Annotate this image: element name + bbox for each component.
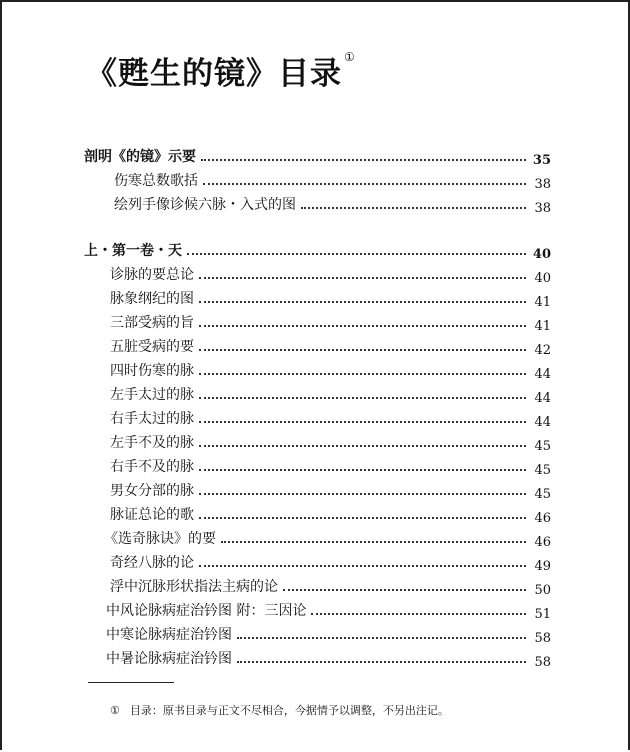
toc-entry[interactable] [0,193,630,215]
toc-entry-page: 45 [534,438,551,454]
toc-entry-label: 五脏受病的要 [110,339,194,355]
footnote-text: 目录：原书目录与正文不尽相合，今据情予以调整，不另出注记。 [129,704,449,717]
toc-entry-page: 51 [534,606,551,622]
toc-entry-label: 浮中沉脉形状指法主病的论 [110,579,278,595]
toc-entry-page: 41 [534,318,551,334]
leader-dots [199,565,526,567]
leader-dots [237,637,526,639]
toc-entry-label: 左手不及的脉 [110,435,194,451]
toc-entry-label: 右手太过的脉 [110,411,194,427]
leader-dots [237,661,526,663]
toc-entry[interactable] [0,145,630,167]
leader-dots [199,397,526,399]
toc-entry-label: 男女分部的脉 [110,483,194,499]
toc-entry[interactable] [0,503,630,525]
toc-entry[interactable] [0,479,630,501]
toc-entry-label: 左手太过的脉 [110,387,194,403]
toc-entry-label: 诊脉的要总论 [110,267,194,283]
toc-entry[interactable] [0,551,630,573]
leader-dots [199,421,526,423]
toc-entry-label: 上・第一卷・天 [84,243,182,259]
leader-dots [199,301,526,303]
leader-dots [199,277,526,279]
leader-dots [199,373,526,375]
toc-entry[interactable] [0,359,630,381]
leader-dots [201,159,526,161]
toc-entry-label: 剖明《的镜》示要 [84,149,196,165]
toc-entry-page: 44 [534,366,551,382]
toc-entry[interactable] [0,407,630,429]
toc-entry[interactable] [0,527,630,549]
toc-entry-page: 35 [532,152,551,168]
toc-entry-label: 中寒论脉病症治钤图 [106,627,232,643]
toc-entry[interactable] [0,311,630,333]
toc-entry[interactable] [0,575,630,597]
toc-entry-page: 44 [534,390,551,406]
leader-dots [203,183,526,185]
toc-entry-label: 三部受病的旨 [110,315,194,331]
toc-entry[interactable] [0,647,630,669]
toc-entry-page: 45 [534,462,551,478]
leader-dots [199,517,526,519]
toc-entry-label: 中暑论脉病症治钤图 [106,651,232,667]
toc-entry-label: 四时伤寒的脉 [110,363,194,379]
toc-entry[interactable] [0,239,630,261]
toc-entry[interactable] [0,263,630,285]
leader-dots [311,613,526,615]
toc-entry-label: 脉证总论的歌 [110,507,194,523]
leader-dots [301,207,526,209]
toc-entry-label: 右手不及的脉 [110,459,194,475]
toc-entry[interactable] [0,431,630,453]
toc-entry-page: 44 [534,414,551,430]
toc-entry[interactable] [0,383,630,405]
title-text: 《甦生的镜》目录 [86,56,342,92]
toc-entry-label: 《选奇脉诀》的要 [104,531,216,547]
toc-entry-page: 50 [534,582,551,598]
leader-dots [199,493,526,495]
toc-entry[interactable] [0,335,630,357]
toc-entry-page: 46 [534,510,551,526]
toc-entry[interactable] [0,287,630,309]
toc-entry-page: 45 [534,486,551,502]
toc-entry-page: 40 [534,270,551,286]
toc-entry-page: 46 [534,534,551,550]
toc-entry-page: 58 [534,630,551,646]
toc-entry-label: 奇经八脉的论 [110,555,194,571]
leader-dots [283,589,526,591]
toc-entry[interactable] [0,169,630,191]
leader-dots [199,469,526,471]
leader-dots [199,325,526,327]
footnote [110,702,449,718]
toc-entry[interactable] [0,455,630,477]
toc-entry[interactable] [0,623,630,645]
toc-entry-label: 伤寒总数歌括 [114,173,198,189]
leader-dots [199,349,526,351]
toc-entry-page: 40 [532,246,551,262]
toc-entry-page: 42 [534,342,551,358]
toc-entry[interactable] [0,599,630,621]
footnote-mark: ① [110,704,120,717]
toc-entry-page: 38 [534,200,551,216]
toc-entry-page: 41 [534,294,551,310]
footnote-divider [88,682,174,683]
toc-entry-page: 38 [534,176,551,192]
title-note-mark: ① [344,50,356,64]
leader-dots [199,445,526,447]
toc-entry-label: 绘列手像诊候六脉・入式的图 [114,197,296,213]
toc-entry-label: 脉象纲纪的图 [110,291,194,307]
leader-dots [187,253,526,255]
leader-dots [221,541,526,543]
toc-entry-page: 58 [534,654,551,670]
toc-entry-page: 49 [534,558,551,574]
toc-entry-label: 中风论脉病症治钤图 附：三因论 [106,603,307,619]
